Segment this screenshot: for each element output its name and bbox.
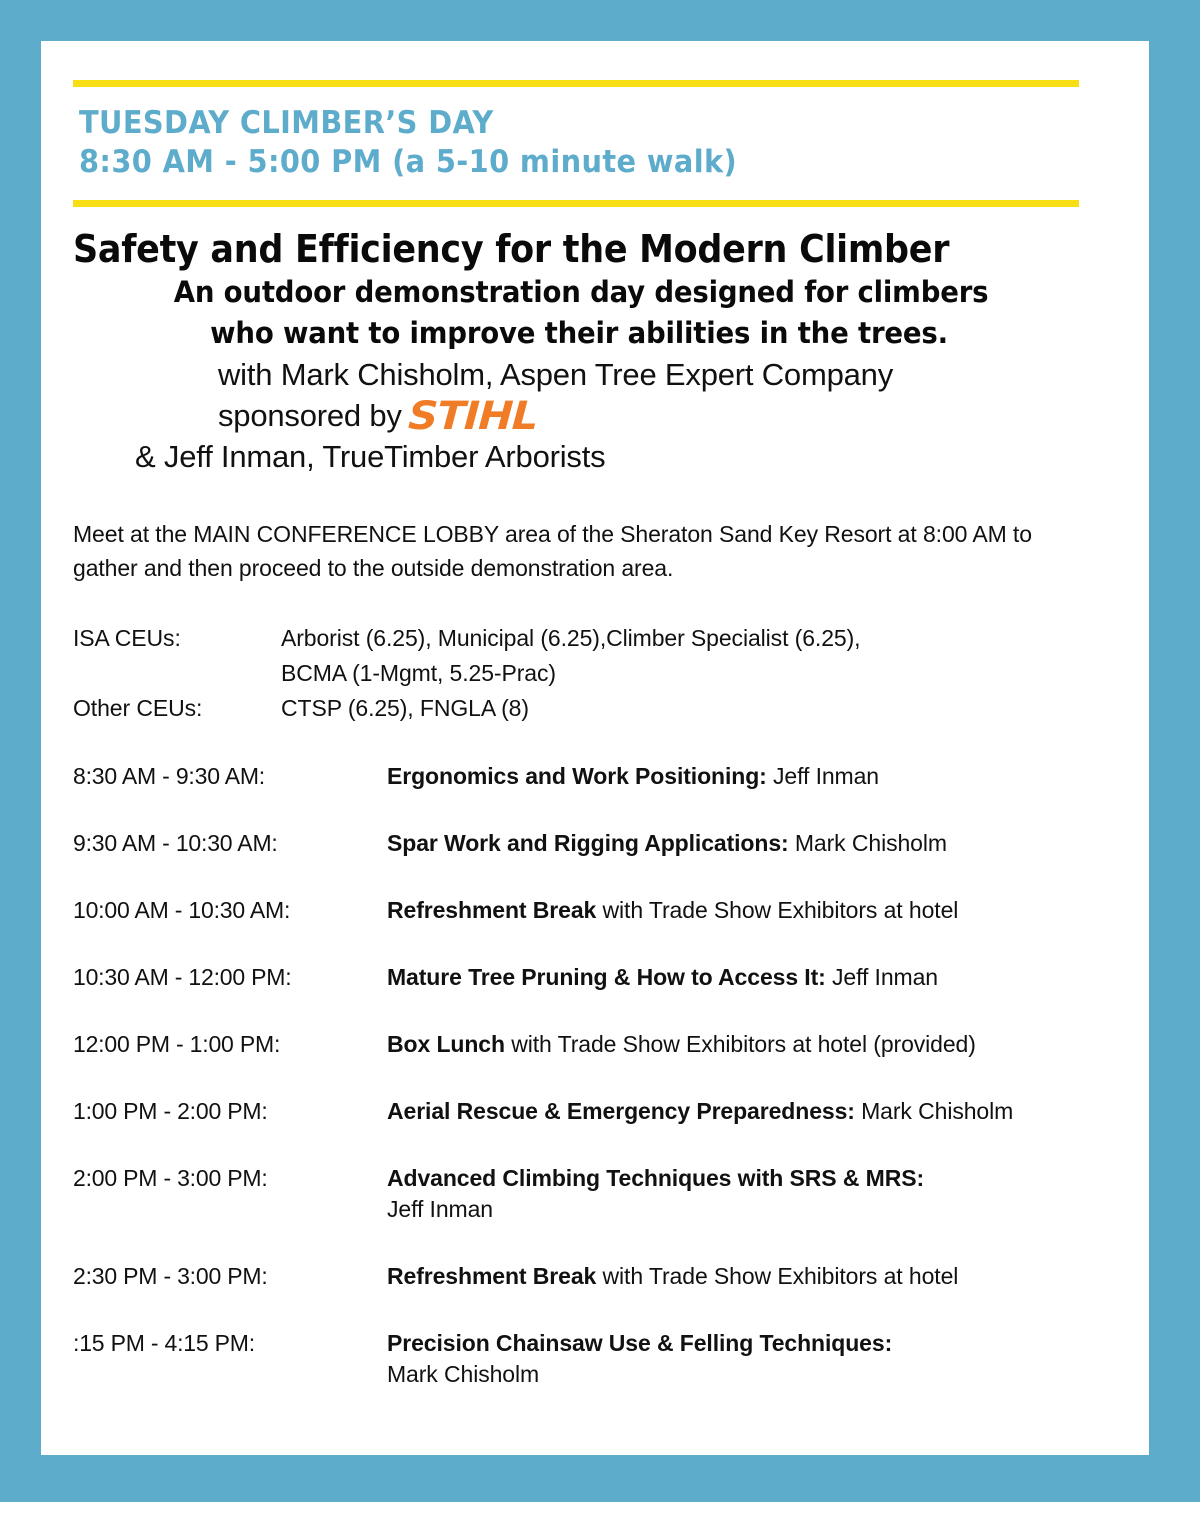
schedule-time: 10:30 AM - 12:00 PM: <box>73 964 292 990</box>
schedule-session-presenter: Mark Chisholm <box>387 1361 540 1387</box>
schedule-session-detail: Jeff Inman <box>825 964 938 990</box>
sponsor-line <box>73 394 1085 439</box>
schedule-session-detail: with Trade Show Exhibitors at hotel <box>596 1263 959 1289</box>
schedule-session-title: Advanced Climbing Techniques with SRS & MRS: <box>387 1165 924 1191</box>
schedule-session-title: Aerial Rescue & Emergency Preparedness: <box>387 1098 855 1124</box>
schedule-row <box>73 1029 1093 1060</box>
yellow-rule-bottom <box>73 200 1079 207</box>
schedule-time: 10:00 AM - 10:30 AM: <box>73 897 291 923</box>
ceu-row-other <box>73 691 1085 726</box>
schedule-session-title: Ergonomics and Work Positioning: <box>387 763 767 789</box>
schedule-row <box>73 962 1093 993</box>
schedule-session-title: Refreshment Break <box>387 1263 597 1289</box>
presenter-line-2: & Jeff Inman, TrueTimber Arborists <box>135 439 606 474</box>
schedule-time: 9:30 AM - 10:30 AM: <box>73 830 278 856</box>
ceu-value-isa-line2: BCMA (1-Mgmt, 5.25-Prac) <box>281 660 556 686</box>
schedule-description <box>387 962 1093 993</box>
subtitle-line-2: who want to improve their abilities in the trees. <box>210 316 948 350</box>
ceu-value-isa-line1: Arborist (6.25), Municipal (6.25),Climber Specialist (6.25), <box>281 625 861 651</box>
ceu-block <box>73 621 1085 726</box>
ceu-row-isa <box>73 621 1085 656</box>
schedule-description <box>387 828 1093 859</box>
content-column <box>73 0 1085 1414</box>
schedule-session-title: Refreshment Break <box>387 897 597 923</box>
schedule-session-detail: with Trade Show Exhibitors at hotel (provided) <box>504 1031 976 1057</box>
ceu-label-isa: ISA CEUs: <box>73 625 181 651</box>
presenter-line-1: with Mark Chisholm, Aspen Tree Expert Company <box>218 357 893 392</box>
meeting-instructions: Meet at the MAIN CONFERENCE LOBBY area of the Sheraton Sand Key Resort at 8:00 AM to gather and then proceed to the outside demonstration area. <box>73 521 1032 581</box>
schedule-list <box>73 761 1093 1426</box>
schedule-row <box>73 895 1093 926</box>
schedule-session-presenter: Jeff Inman <box>387 1196 493 1222</box>
schedule-time: 1:00 PM - 2:00 PM: <box>73 1098 268 1124</box>
ceu-value-other: CTSP (6.25), FNGLA (8) <box>281 695 529 721</box>
sponsor-prefix-label: sponsored by <box>218 398 402 433</box>
schedule-session-detail: Mark Chisholm <box>788 830 947 856</box>
schedule-description <box>387 1096 1093 1127</box>
schedule-time: 2:30 PM - 3:00 PM: <box>73 1263 268 1289</box>
event-header <box>79 104 737 182</box>
schedule-row <box>73 1096 1093 1127</box>
schedule-time: 2:00 PM - 3:00 PM: <box>73 1165 268 1191</box>
schedule-description <box>387 1029 1093 1060</box>
schedule-description <box>387 1163 1093 1225</box>
stihl-logo: STIHL <box>406 394 539 439</box>
schedule-session-title: Box Lunch <box>387 1031 505 1057</box>
yellow-rule-top <box>73 80 1079 87</box>
schedule-time: :15 PM - 4:15 PM: <box>73 1330 255 1356</box>
schedule-row <box>73 1163 1093 1225</box>
schedule-row <box>73 1261 1093 1292</box>
schedule-row <box>73 1328 1093 1390</box>
schedule-description <box>387 1328 1093 1390</box>
title-block <box>73 226 1085 477</box>
schedule-description <box>387 761 1093 792</box>
schedule-row <box>73 828 1093 859</box>
schedule-session-title: Precision Chainsaw Use & Felling Techniques: <box>387 1330 893 1356</box>
schedule-row <box>73 761 1093 792</box>
ceu-label-other: Other CEUs: <box>73 695 203 721</box>
schedule-session-detail: with Trade Show Exhibitors at hotel <box>596 897 959 923</box>
schedule-session-title: Spar Work and Rigging Applications: <box>387 830 789 856</box>
subtitle-line-1: An outdoor demonstration day designed for climbers <box>173 275 989 309</box>
schedule-session-detail: Jeff Inman <box>766 763 879 789</box>
schedule-session-title: Mature Tree Pruning & How to Access It: <box>387 964 826 990</box>
schedule-time: 8:30 AM - 9:30 AM: <box>73 763 266 789</box>
schedule-session-detail: Mark Chisholm <box>854 1098 1014 1124</box>
schedule-time: 12:00 PM - 1:00 PM: <box>73 1031 281 1057</box>
header-day-line: TUESDAY CLIMBER’S DAY <box>79 105 494 141</box>
header-time-line: 8:30 AM - 5:00 PM (a 5-10 minute walk) <box>79 144 738 180</box>
page-title: Safety and Efficiency for the Modern Climber <box>73 227 950 271</box>
schedule-description <box>387 895 1093 926</box>
schedule-description <box>387 1261 1093 1292</box>
